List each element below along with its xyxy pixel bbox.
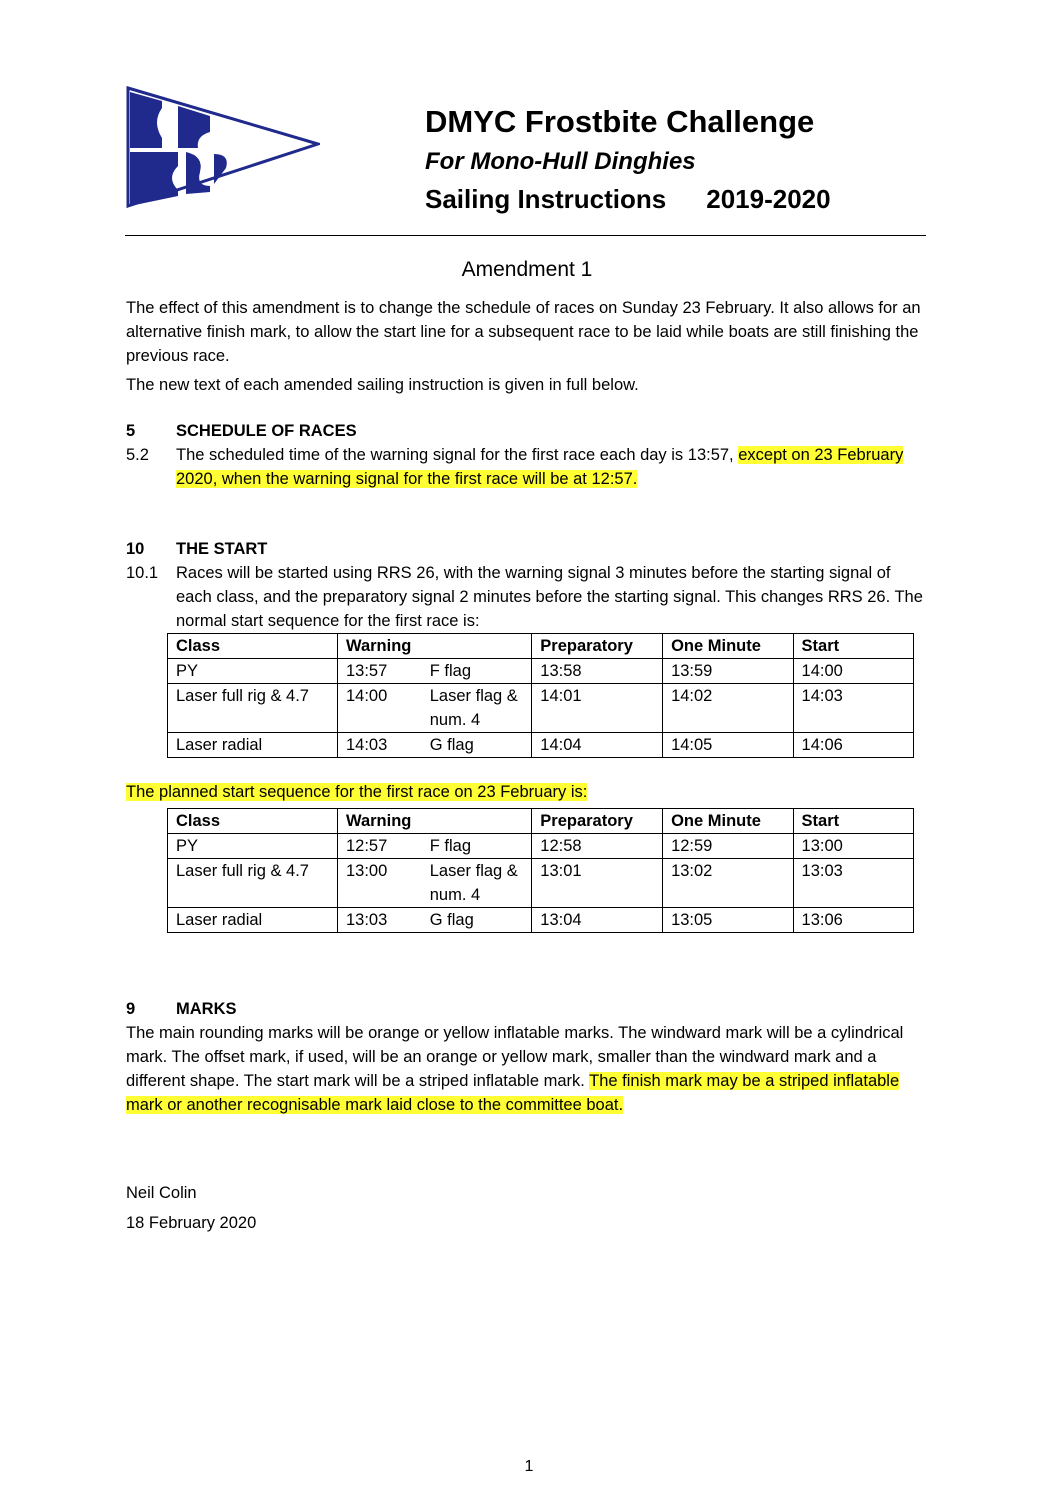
cell-preparatory: 14:01 (532, 684, 663, 733)
cell-start: 13:00 (793, 834, 913, 859)
section-5-heading (126, 419, 928, 443)
instruction-text: Races will be started using RRS 26, with the warning signal 3 minutes before the starting signal of each class, and the preparatory signal 2 minutes before the starting signal. This changes RRS 26. The normal start sequence for the first race is: (176, 564, 923, 630)
intro-paragraph-2: The new text of each amended sailing instruction is given in full below. (126, 376, 639, 394)
signature-date: 18 February 2020 (126, 1214, 257, 1232)
cell-warning: 14:00 (338, 684, 422, 733)
section-9-heading (126, 997, 928, 1021)
section-title: MARKS (176, 1000, 237, 1018)
signature-block (126, 1181, 928, 1235)
cell-flag: Laser flag & num. 4 (422, 684, 532, 733)
cell-start: 13:06 (793, 908, 913, 933)
header-preparatory: Preparatory (532, 809, 663, 834)
cell-flag: G flag (422, 908, 532, 933)
section-10-heading (126, 537, 928, 561)
document-title: DMYC Frostbite Challenge (425, 104, 815, 139)
amendment-title: Amendment 1 (461, 258, 593, 281)
cell-one-minute: 14:05 (663, 733, 793, 758)
highlighted-amendment: except on 23 February 2020, when the warning signal for the first race will be at 12:57. (176, 446, 904, 488)
signatory-name: Neil Colin (126, 1184, 197, 1202)
instruction-5-2 (126, 443, 928, 491)
header-warning: Warning (338, 634, 532, 659)
page-number: 1 (524, 1458, 534, 1475)
cell-start: 13:03 (793, 859, 913, 908)
planned-sequence-intro (126, 780, 928, 804)
cell-one-minute: 13:02 (663, 859, 793, 908)
cell-warning: 12:57 (338, 834, 422, 859)
header-class: Class (168, 809, 338, 834)
cell-class: Laser full rig & 4.7 (168, 684, 338, 733)
table-row (168, 659, 914, 684)
cell-flag: Laser flag & num. 4 (422, 859, 532, 908)
cell-one-minute: 12:59 (663, 834, 793, 859)
cell-flag: G flag (422, 733, 532, 758)
cell-preparatory: 12:58 (532, 834, 663, 859)
cell-warning: 13:00 (338, 859, 422, 908)
cell-preparatory: 13:58 (532, 659, 663, 684)
instruction-number: 10.1 (126, 564, 159, 582)
header-divider (125, 235, 926, 236)
cell-preparatory: 13:01 (532, 859, 663, 908)
season-year: 2019-2020 (706, 184, 831, 214)
cell-warning: 13:57 (338, 659, 422, 684)
club-burgee-logo (126, 86, 320, 210)
cell-start: 14:06 (793, 733, 913, 758)
section-number: 9 (126, 1000, 136, 1018)
cell-one-minute: 14:02 (663, 684, 793, 733)
document-name-line (425, 184, 831, 215)
instruction-text (176, 443, 928, 491)
section-title: SCHEDULE OF RACES (176, 422, 357, 440)
section-title: THE START (176, 540, 268, 558)
header-warning: Warning (338, 809, 532, 834)
cell-flag: F flag (422, 834, 532, 859)
header-one-minute: One Minute (663, 634, 793, 659)
cell-class: Laser radial (168, 908, 338, 933)
cell-start: 14:03 (793, 684, 913, 733)
cell-class: PY (168, 834, 338, 859)
planned-start-table (167, 808, 914, 933)
cell-flag: F flag (422, 659, 532, 684)
section-number: 5 (126, 422, 136, 440)
cell-start: 14:00 (793, 659, 913, 684)
table-header-row (168, 634, 914, 659)
header-preparatory: Preparatory (532, 634, 663, 659)
highlighted-amendment: The finish mark may be a striped inflatable mark or another recognisable mark laid close to the committee boat. (126, 1072, 900, 1114)
table-row (168, 908, 914, 933)
header-class: Class (168, 634, 338, 659)
cell-preparatory: 14:04 (532, 733, 663, 758)
normal-start-table (167, 633, 914, 758)
table-row (168, 684, 914, 733)
document-body (126, 256, 928, 1235)
document-name: Sailing Instructions (425, 184, 667, 214)
table-row (168, 733, 914, 758)
header-one-minute: One Minute (663, 809, 793, 834)
section-number: 10 (126, 540, 145, 558)
spacer (126, 491, 928, 537)
cell-warning: 13:03 (338, 908, 422, 933)
cell-one-minute: 13:05 (663, 908, 793, 933)
intro-paragraph-1: The effect of this amendment is to change the schedule of races on Sunday 23 February. It also allows for an alternative finish mark, to allow the start line for a subsequent race to be laid while boats are still finishing the previous race. (126, 299, 921, 365)
instruction-10-1 (126, 561, 928, 633)
cell-class: PY (168, 659, 338, 684)
instruction-number: 5.2 (126, 446, 149, 464)
highlighted-amendment: The planned start sequence for the first race on 23 February is: (126, 783, 588, 801)
header-start: Start (793, 634, 913, 659)
marks-plain-text: The main rounding marks will be orange or yellow inflatable marks. The windward mark will be a cylindrical mark. The offset mark, if used, will be an orange or yellow mark, smaller than the windward mark and a different shape. The start mark will be a striped inflatable mark. (126, 1024, 904, 1090)
cell-warning: 14:03 (338, 733, 422, 758)
instruction-plain-text: The scheduled time of the warning signal for the first race each day is 13:57, (176, 446, 739, 464)
document-subtitle: For Mono-Hull Dinghies (425, 148, 696, 175)
table-row (168, 834, 914, 859)
header-start: Start (793, 809, 913, 834)
marks-paragraph (126, 1021, 928, 1117)
table-header-row (168, 809, 914, 834)
cell-one-minute: 13:59 (663, 659, 793, 684)
cell-preparatory: 13:04 (532, 908, 663, 933)
cell-class: Laser radial (168, 733, 338, 758)
table-row (168, 859, 914, 908)
cell-class: Laser full rig & 4.7 (168, 859, 338, 908)
